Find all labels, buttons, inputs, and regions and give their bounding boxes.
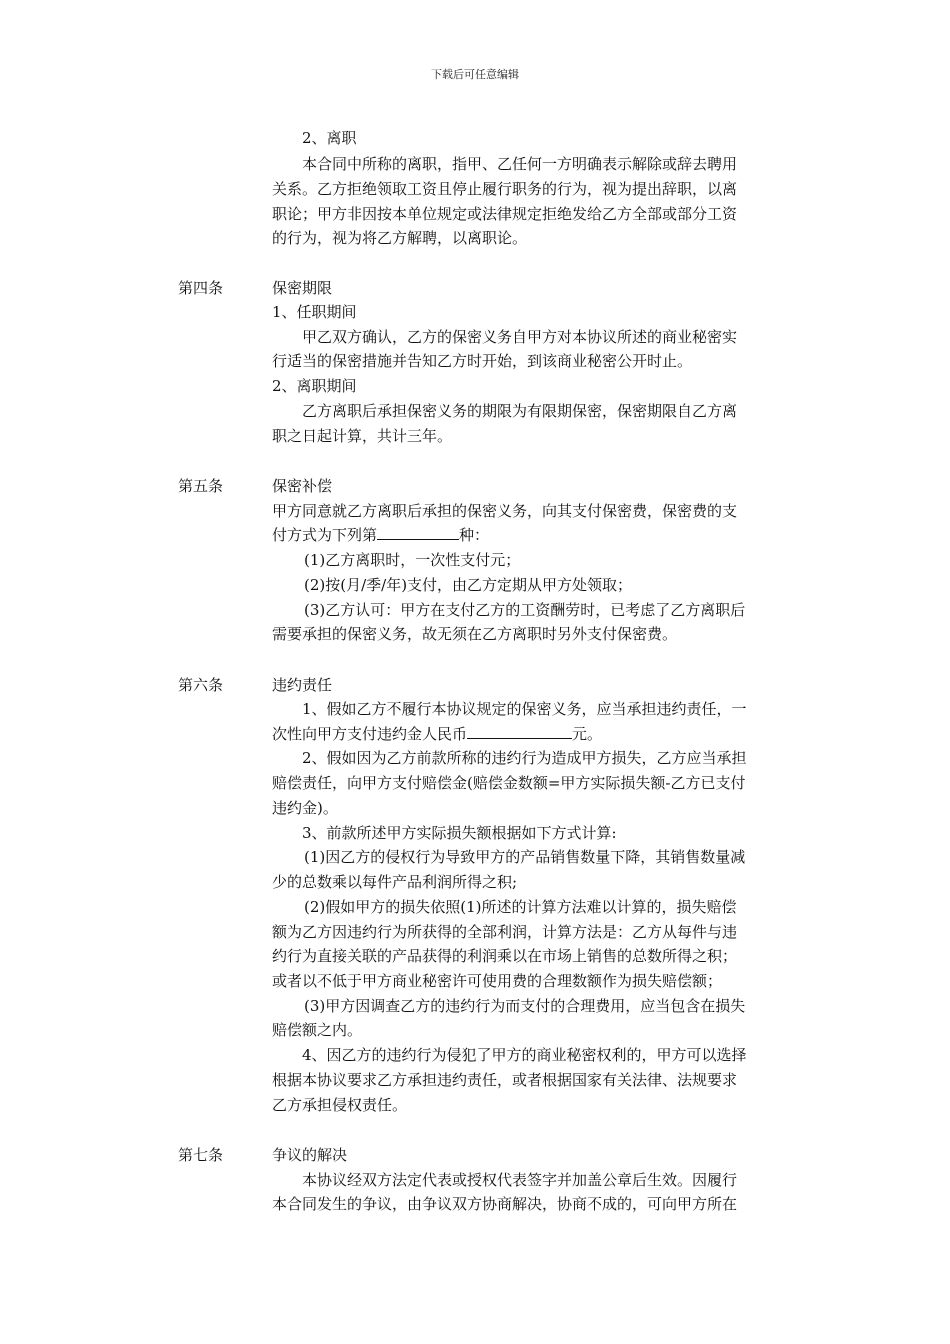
paragraph-line: 本协议经双方法定代表或授权代表签字并加盖公章后生效。因履行: [302, 1171, 738, 1189]
article-number: 第五条: [178, 477, 224, 495]
paragraph-line: 本合同发生的争议，由争议双方协商解决，协商不成的，可向甲方所在: [272, 1195, 738, 1213]
paragraph-line: 乙方承担侵权责任。: [272, 1096, 408, 1114]
paragraph-line: 违约金)。: [272, 799, 338, 817]
paragraph-line: 需要承担的保密义务，故无须在乙方离职时另外支付保密费。: [272, 625, 678, 643]
paragraph-line: (1)因乙方的侵权行为导致甲方的产品销售数量下降，其销售数量减: [304, 848, 746, 866]
option-line: (3)乙方认可：甲方在支付乙方的工资酬劳时，已考虑了乙方离职后: [304, 601, 746, 619]
paragraph-line: 4、因乙方的违约行为侵犯了甲方的商业秘密权利的，甲方可以选择: [302, 1046, 747, 1064]
option-line: (2)按(月/季/年)支付，由乙方定期从甲方处领取；: [304, 576, 633, 594]
article-title: 保密期限: [272, 279, 333, 297]
paragraph-line: [272, 724, 812, 744]
article-number: 第四条: [178, 279, 224, 297]
paragraph-line: [272, 525, 812, 545]
paragraph-line: (2)假如甲方的损失依照(1)所述的计算方法难以计算的，损失赔偿: [304, 898, 737, 916]
paragraph-line: 赔偿额之内。: [272, 1021, 363, 1039]
paragraph-line: 3、前款所述甲方实际损失额根据如下方式计算:: [302, 824, 617, 842]
article-title: 违约责任: [272, 676, 333, 694]
fill-in-blank[interactable]: [377, 525, 459, 540]
paragraph-line: 职之日起计算，共计三年。: [272, 427, 453, 445]
paragraph-line: 少的总数乘以每件产品利润所得之积;: [272, 873, 518, 891]
paragraph-line: 职论；甲方非因按本单位规定或法律规定拒绝发给乙方全部或部分工资: [272, 205, 738, 223]
paragraph-line: 本合同中所称的离职，指甲、乙任何一方明确表示解除或辞去聘用: [302, 155, 738, 173]
paragraph-line: 赔偿责任，向甲方支付赔偿金(赔偿金数额=甲方实际损失额-乙方已支付: [272, 774, 746, 792]
paragraph-line: 或者以不低于甲方商业秘密许可使用费的合理数额作为损失赔偿额；: [272, 972, 723, 990]
paragraph-line: (3)甲方因调查乙方的违约行为而支付的合理费用，应当包含在损失: [304, 997, 746, 1015]
page-header: 下载后可任意编辑: [431, 68, 519, 81]
paragraph-line: 的行为，视为将乙方解聘，以离职论。: [272, 229, 528, 247]
article-number: 第七条: [178, 1146, 224, 1164]
item-title: 2、离职: [302, 129, 357, 147]
paragraph-line: 根据本协议要求乙方承担违约责任，或者根据国家有关法律、法规要求: [272, 1071, 738, 1089]
fill-in-blank[interactable]: [467, 724, 572, 739]
paragraph-line: 1、假如乙方不履行本协议规定的保密义务，应当承担违约责任，一: [302, 700, 747, 718]
line-text: 次性向甲方支付违约金人民币: [272, 725, 468, 743]
paragraph-line: 行适当的保密措施并告知乙方时开始，到该商业秘密公开时止。: [272, 352, 693, 370]
article-title: 保密补偿: [272, 477, 333, 495]
paragraph-line: 约行为直接关联的产品获得的利润乘以在市场上销售的总数所得之积；: [272, 947, 738, 965]
option-line: (1)乙方离职时，一次性支付元；: [304, 551, 521, 569]
paragraph-line: 关系。乙方拒绝领取工资且停止履行职务的行为，视为提出辞职，以离: [272, 180, 738, 198]
line-text: 种：: [459, 526, 490, 544]
paragraph-line: 甲方同意就乙方离职后承担的保密义务，向其支付保密费，保密费的支: [272, 502, 738, 520]
item-title: 1、任职期间: [272, 303, 357, 321]
article-title: 争议的解决: [272, 1146, 348, 1164]
paragraph-line: 额为乙方因违约行为所获得的全部利润，计算方法是：乙方从每件与违: [272, 923, 738, 941]
article-number: 第六条: [178, 676, 224, 694]
line-text: 付方式为下列第: [272, 526, 378, 544]
item-title: 2、离职期间: [272, 377, 357, 395]
paragraph-line: 乙方离职后承担保密义务的期限为有限期保密，保密期限自乙方离: [302, 402, 738, 420]
paragraph-line: 2、假如因为乙方前款所称的违约行为造成甲方损失，乙方应当承担: [302, 749, 747, 767]
line-text: 元。: [572, 725, 603, 743]
paragraph-line: 甲乙双方确认，乙方的保密义务自甲方对本协议所述的商业秘密实: [302, 328, 738, 346]
